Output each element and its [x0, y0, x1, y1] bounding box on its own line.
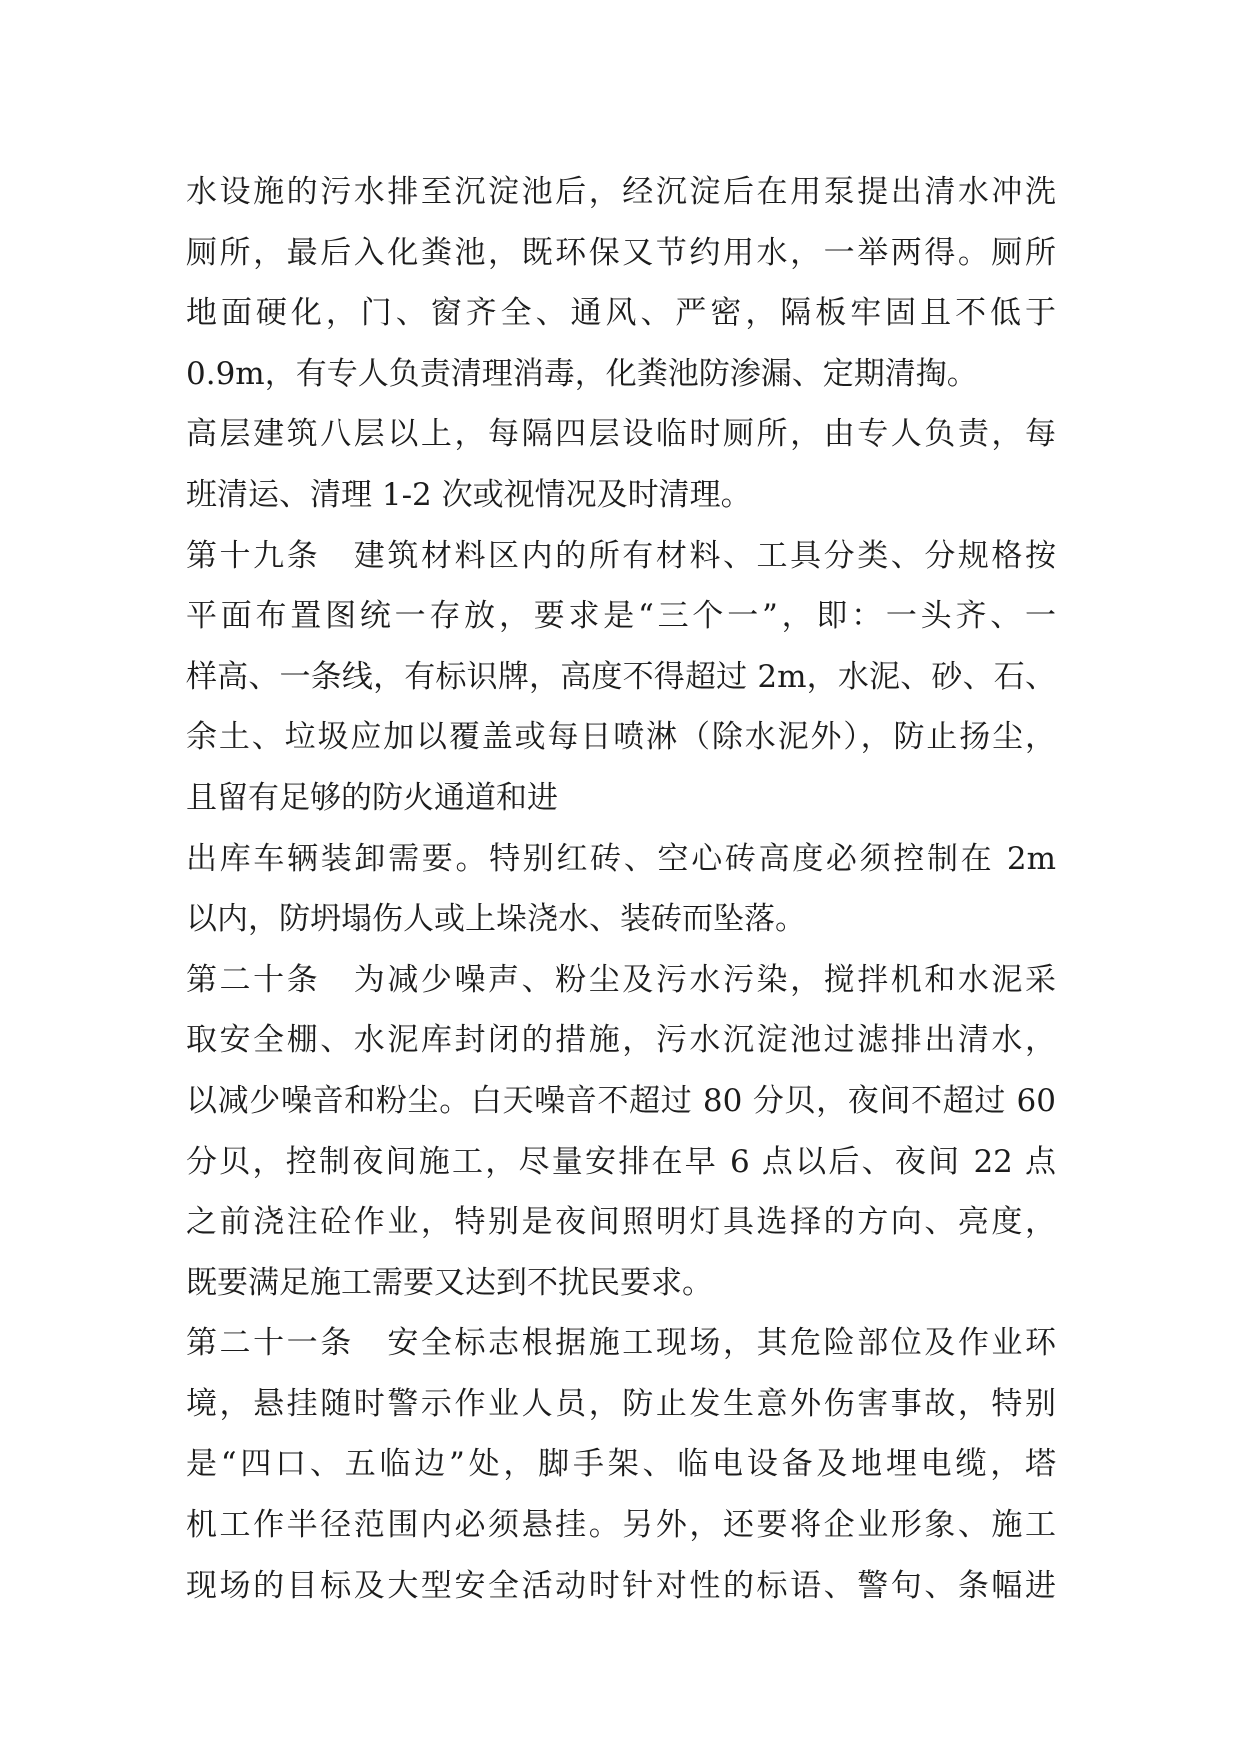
text-line: 出库车辆装卸需要。特别红砖、空心砖高度必须控制在 2m	[186, 840, 1056, 877]
text-line: 平面布置图统一存放，要求是“三个一”，即：一头齐、一	[186, 598, 1056, 635]
text-line: 0.9m，有专人负责清理消毒，化粪池防渗漏、定期清掏。	[186, 355, 978, 392]
text-line: 以内，防坍塌伤人或上垛浇水、装砖而坠落。	[186, 901, 806, 938]
text-line: 取安全棚、水泥库封闭的措施，污水沉淀池过滤排出清水，	[186, 1022, 1056, 1059]
text-line: 高层建筑八层以上，每隔四层设临时厕所，由专人负责，每	[186, 416, 1056, 453]
text-line: 境，悬挂随时警示作业人员，防止发生意外伤害事故，特别	[186, 1385, 1056, 1422]
text-line: 现场的目标及大型安全活动时针对性的标语、警句、条幅进	[186, 1567, 1056, 1604]
text-line: 厕所，最后入化粪池，既环保又节约用水，一举两得。厕所	[186, 234, 1056, 271]
text-line: 是“四口、五临边”处，脚手架、临电设备及地埋电缆，塔	[186, 1446, 1056, 1483]
text-line: 班清运、清理 1-2 次或视情况及时清理。	[186, 476, 752, 513]
text-line: 第二十条 为减少噪声、粉尘及污水污染，搅拌机和水泥采	[186, 961, 1056, 998]
text-line: 水设施的污水排至沉淀池后，经沉淀后在用泵提出清水冲洗	[186, 174, 1056, 210]
text-line: 分贝，控制夜间施工，尽量安排在早 6 点以后、夜间 22 点	[186, 1143, 1056, 1180]
text-line: 样高、一条线，有标识牌，高度不得超过 2m，水泥、砂、石、	[186, 658, 1056, 695]
text-line: 以减少噪音和粉尘。白天噪音不超过 80 分贝，夜间不超过 60	[186, 1082, 1056, 1119]
text-line: 第十九条 建筑材料区内的所有材料、工具分类、分规格按	[186, 537, 1056, 574]
document-body	[186, 162, 1056, 1616]
text-line: 第二十一条 安全标志根据施工现场，其危险部位及作业环	[186, 1325, 1056, 1362]
text-line: 机工作半径范围内必须悬挂。另外，还要将企业形象、施工	[186, 1507, 1056, 1544]
text-line: 且留有足够的防火通道和进	[186, 779, 558, 816]
text-line: 地面硬化，门、窗齐全、通风、严密，隔板牢固且不低于	[186, 295, 1056, 332]
text-line: 之前浇注砼作业，特别是夜间照明灯具选择的方向、亮度，	[186, 1204, 1056, 1241]
text-line: 既要满足施工需要又达到不扰民要求。	[186, 1264, 713, 1301]
text-line: 余土、垃圾应加以覆盖或每日喷淋（除水泥外），防止扬尘，	[186, 719, 1056, 756]
